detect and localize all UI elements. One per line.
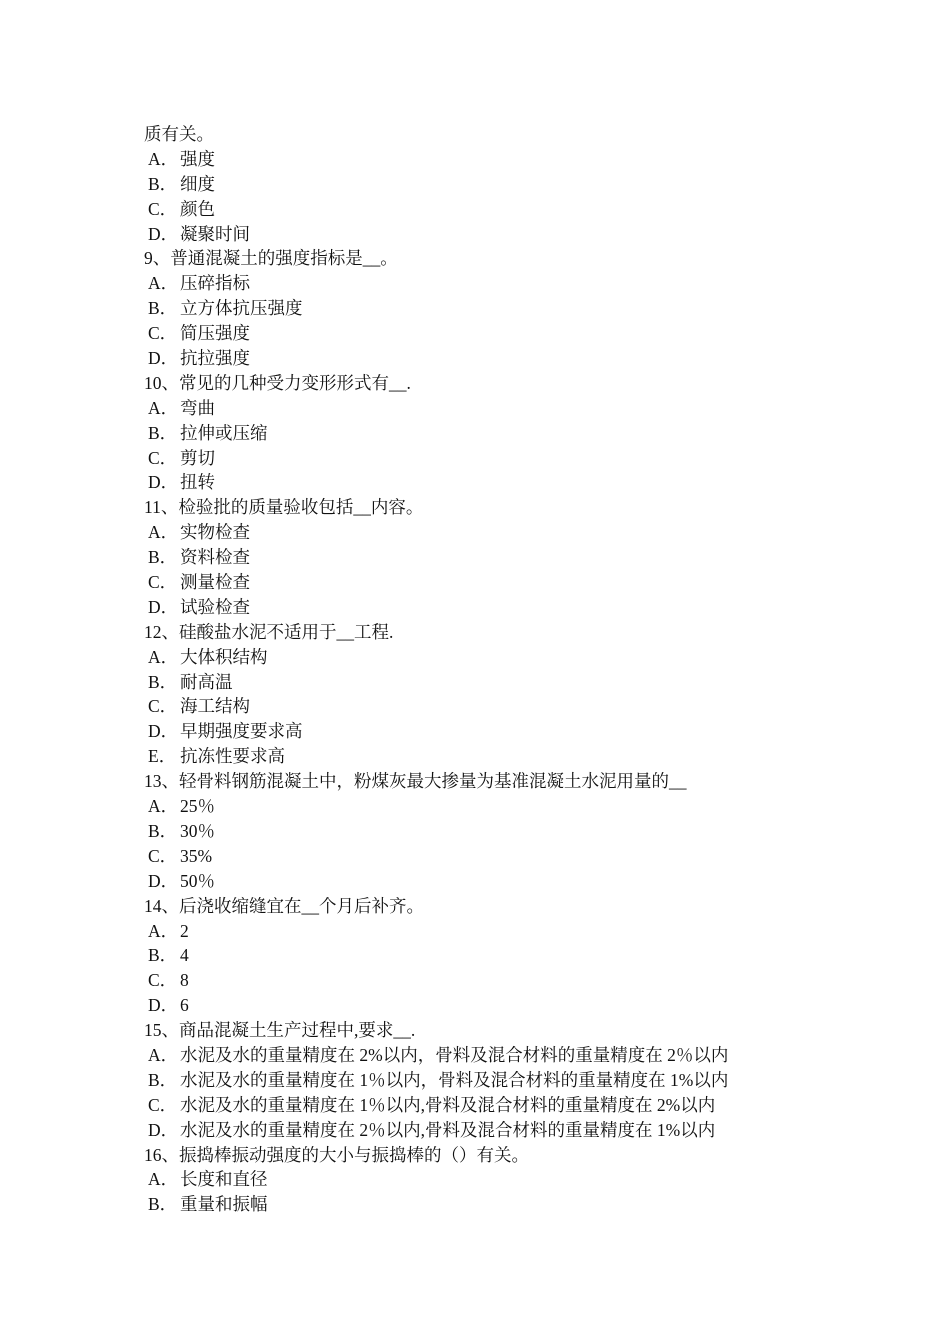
option-letter: B． bbox=[148, 945, 178, 966]
answer-option bbox=[144, 222, 844, 247]
option-letter: B． bbox=[148, 298, 178, 319]
answer-option bbox=[144, 172, 844, 197]
option-letter: D． bbox=[148, 472, 179, 493]
option-text: 2 bbox=[180, 920, 189, 941]
answer-option bbox=[144, 919, 844, 944]
question-text: 16、振捣棒振动强度的大小与振捣棒的（）有关。 bbox=[144, 1144, 529, 1165]
option-letter: A． bbox=[148, 397, 179, 418]
option-letter: B． bbox=[148, 820, 178, 841]
answer-option bbox=[144, 595, 844, 620]
option-letter: C． bbox=[148, 1094, 178, 1115]
option-text: 实物检查 bbox=[180, 522, 250, 543]
option-text: 立方体抗压强度 bbox=[180, 298, 303, 319]
option-letter: A． bbox=[148, 796, 179, 817]
answer-option bbox=[144, 271, 844, 296]
option-text: 试验检查 bbox=[180, 596, 250, 617]
option-letter: D． bbox=[148, 1119, 179, 1140]
answer-option bbox=[144, 321, 844, 346]
answer-option bbox=[144, 670, 844, 695]
option-text: 资料检查 bbox=[180, 547, 250, 568]
answer-option bbox=[144, 968, 844, 993]
option-letter: B． bbox=[148, 1194, 178, 1215]
answer-option bbox=[144, 1043, 844, 1068]
option-letter: A． bbox=[148, 148, 179, 169]
option-text: 水泥及水的重量精度在 1％以内,骨料及混合材料的重量精度在 2%以内 bbox=[180, 1094, 716, 1115]
answer-option bbox=[144, 446, 844, 471]
option-letter: C． bbox=[148, 572, 178, 593]
option-letter: B． bbox=[148, 547, 178, 568]
answer-option bbox=[144, 470, 844, 495]
option-text: 测量检查 bbox=[180, 572, 250, 593]
option-letter: D． bbox=[148, 348, 179, 369]
option-letter: B． bbox=[148, 1069, 178, 1090]
answer-option bbox=[144, 694, 844, 719]
option-letter: D． bbox=[148, 596, 179, 617]
answer-option bbox=[144, 943, 844, 968]
option-text: 凝聚时间 bbox=[180, 223, 250, 244]
question-text: 9、普通混凝土的强度指标是__。 bbox=[144, 248, 398, 269]
option-text: 耐高温 bbox=[180, 671, 233, 692]
answer-option bbox=[144, 1192, 844, 1217]
option-text: 30％ bbox=[180, 820, 215, 841]
question-text: 11、检验批的质量验收包括__内容。 bbox=[144, 497, 424, 518]
option-text: 水泥及水的重量精度在 1％以内，骨料及混合材料的重量精度在 1%以内 bbox=[180, 1069, 729, 1090]
answer-option bbox=[144, 545, 844, 570]
option-text: 拉伸或压缩 bbox=[180, 422, 268, 443]
option-letter: E． bbox=[148, 746, 177, 767]
option-letter: D． bbox=[148, 870, 179, 891]
option-text: 抗冻性要求高 bbox=[180, 746, 285, 767]
option-letter: C． bbox=[148, 323, 178, 344]
option-text: 25％ bbox=[180, 796, 215, 817]
option-text: 细度 bbox=[180, 173, 215, 194]
option-letter: B． bbox=[148, 671, 178, 692]
answer-option bbox=[144, 794, 844, 819]
answer-option bbox=[144, 993, 844, 1018]
question-text: 10、常见的几种受力变形形式有__. bbox=[144, 372, 411, 393]
answer-option bbox=[144, 719, 844, 744]
question-text: 15、商品混凝土生产过程中,要求__. bbox=[144, 1020, 416, 1041]
continued-text: 质有关。 bbox=[144, 124, 214, 144]
answer-option bbox=[144, 396, 844, 421]
option-letter: D． bbox=[148, 721, 179, 742]
answer-option bbox=[144, 1167, 844, 1192]
option-text: 颜色 bbox=[180, 198, 215, 219]
option-letter: A． bbox=[148, 646, 179, 667]
option-letter: D． bbox=[148, 223, 179, 244]
option-text: 6 bbox=[180, 995, 189, 1016]
option-letter: A． bbox=[148, 920, 179, 941]
answer-option bbox=[144, 346, 844, 371]
option-letter: A． bbox=[148, 1044, 179, 1065]
option-letter: C． bbox=[148, 447, 178, 468]
option-text: 海工结构 bbox=[180, 696, 250, 717]
option-letter: C． bbox=[148, 845, 178, 866]
option-text: 水泥及水的重量精度在 2%以内，骨料及混合材料的重量精度在 2％以内 bbox=[180, 1044, 729, 1065]
option-letter: A． bbox=[148, 1169, 179, 1190]
option-text: 抗拉强度 bbox=[180, 348, 250, 369]
option-text: 剪切 bbox=[180, 447, 215, 468]
question-text: 12、硅酸盐水泥不适用于__工程. bbox=[144, 621, 394, 642]
option-text: 大体积结构 bbox=[180, 646, 268, 667]
answer-option bbox=[144, 744, 844, 769]
option-letter: B． bbox=[148, 173, 178, 194]
option-text: 4 bbox=[180, 945, 189, 966]
answer-option bbox=[144, 869, 844, 894]
answer-option bbox=[144, 147, 844, 172]
option-text: 弯曲 bbox=[180, 397, 215, 418]
option-letter: C． bbox=[148, 198, 178, 219]
answer-option bbox=[144, 844, 844, 869]
answer-option bbox=[144, 645, 844, 670]
option-text: 重量和振幅 bbox=[180, 1194, 268, 1215]
answer-option bbox=[144, 570, 844, 595]
option-letter: B． bbox=[148, 422, 178, 443]
option-text: 压碎指标 bbox=[180, 273, 250, 294]
option-letter: D． bbox=[148, 995, 179, 1016]
question-list bbox=[144, 122, 844, 1217]
answer-option bbox=[144, 421, 844, 446]
answer-option bbox=[144, 819, 844, 844]
option-text: 50％ bbox=[180, 870, 215, 891]
option-text: 强度 bbox=[180, 148, 215, 169]
option-text: 8 bbox=[180, 970, 189, 991]
answer-option bbox=[144, 1093, 844, 1118]
answer-option bbox=[144, 1118, 844, 1143]
answer-option bbox=[144, 1068, 844, 1093]
option-text: 水泥及水的重量精度在 2％以内,骨料及混合材料的重量精度在 1%以内 bbox=[180, 1119, 716, 1140]
option-text: 扭转 bbox=[180, 472, 215, 493]
answer-option bbox=[144, 197, 844, 222]
option-text: 早期强度要求高 bbox=[180, 721, 303, 742]
answer-option bbox=[144, 296, 844, 321]
option-text: 长度和直径 bbox=[180, 1169, 268, 1190]
option-text: 35% bbox=[180, 845, 213, 866]
question-text: 14、后浇收缩缝宜在__个月后补齐。 bbox=[144, 895, 424, 916]
answer-option bbox=[144, 520, 844, 545]
option-letter: A． bbox=[148, 522, 179, 543]
option-letter: C． bbox=[148, 970, 178, 991]
option-text: 简压强度 bbox=[180, 323, 250, 344]
question-text: 13、轻骨料钢筋混凝土中，粉煤灰最大掺量为基准混凝土水泥用量的__ bbox=[144, 771, 687, 792]
option-letter: C． bbox=[148, 696, 178, 717]
option-letter: A． bbox=[148, 273, 179, 294]
